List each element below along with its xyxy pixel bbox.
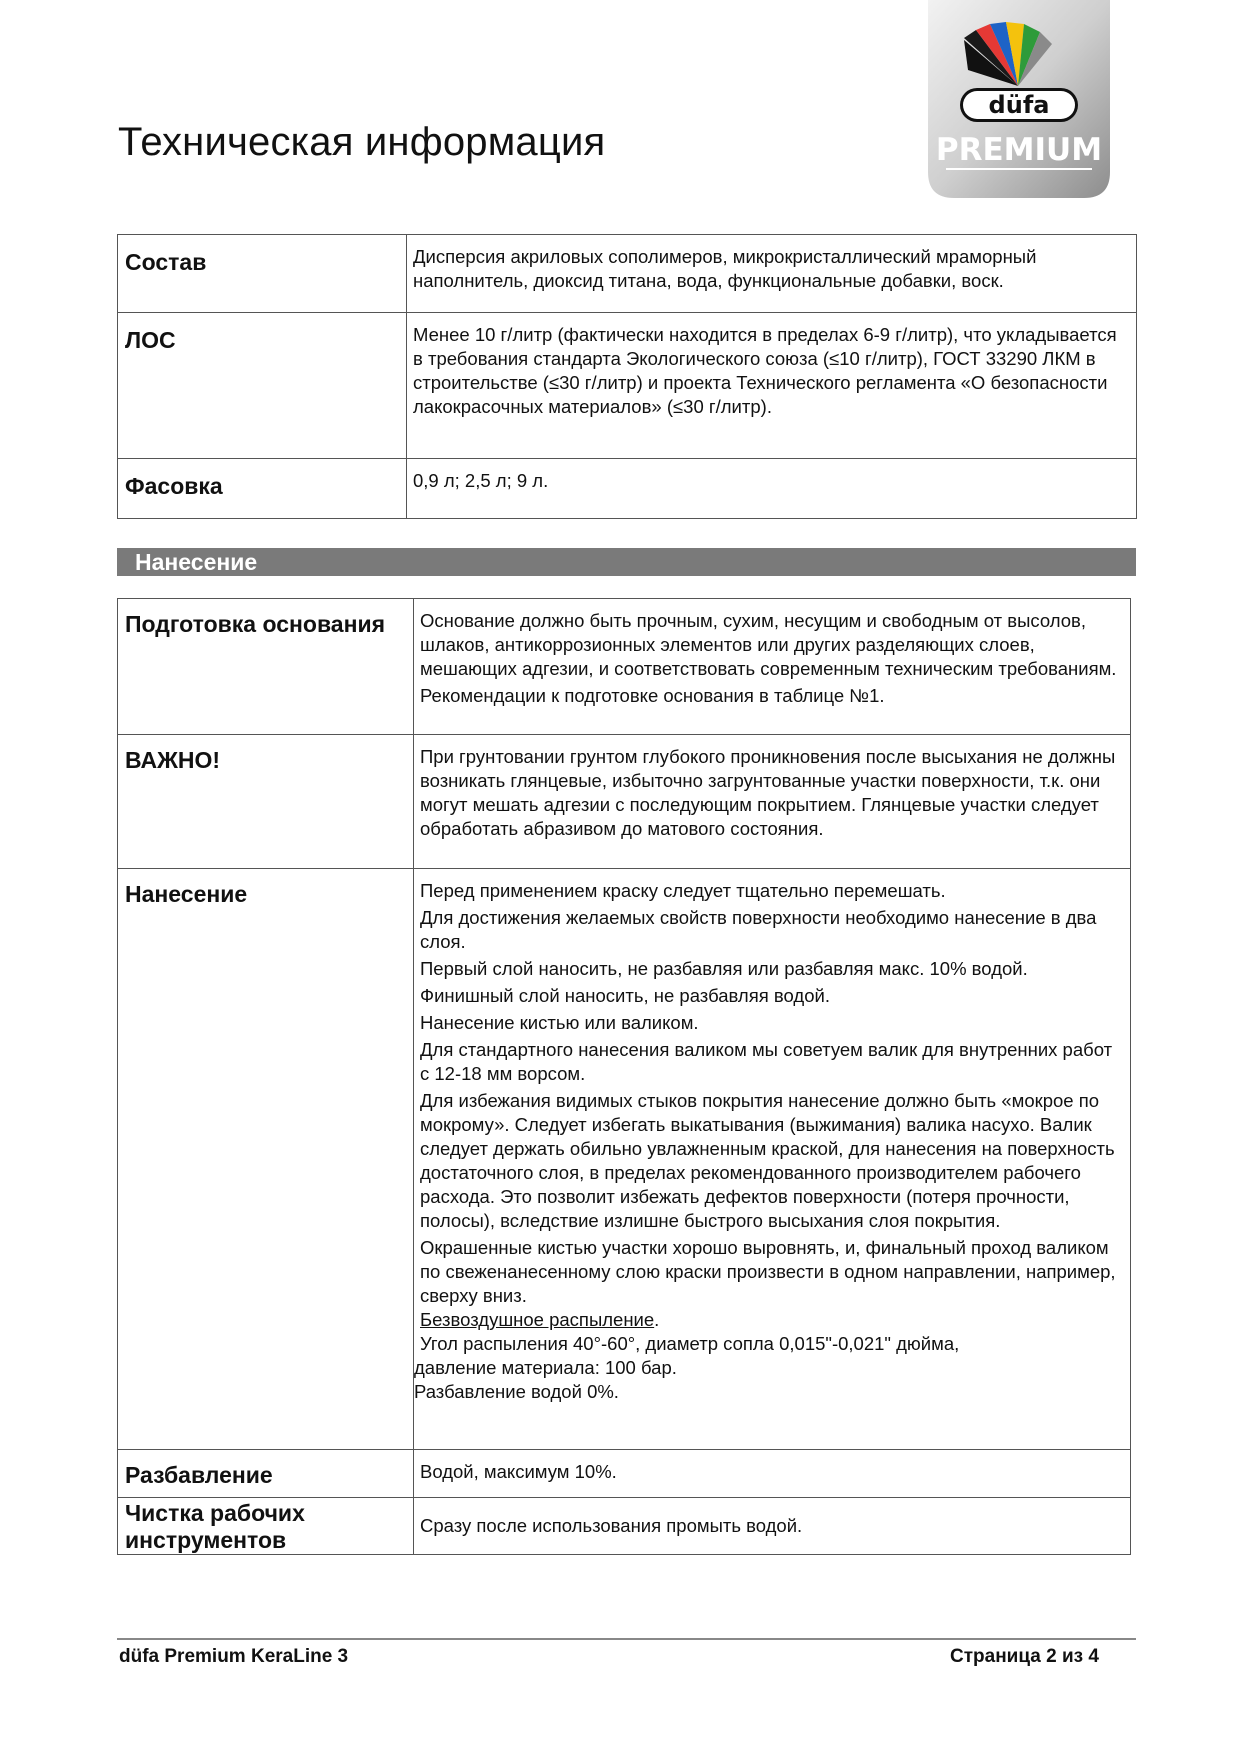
dufa-premium-logo <box>924 0 1112 200</box>
page-title: Техническая информация <box>118 120 606 164</box>
row-label-application: Нанесение <box>118 869 414 1450</box>
row-value-tool-cleaning: Сразу после использования промыть водой. <box>414 1498 1131 1555</box>
footer-page-number: Страница 2 из 4 <box>950 1646 1099 1667</box>
row-value-thinning: Водой, максимум 10%. <box>414 1450 1131 1498</box>
row-label-composition: Состав <box>118 235 407 313</box>
footer-product-name: düfa Premium KeraLine 3 <box>119 1646 349 1667</box>
table-row <box>118 735 1131 869</box>
logo-brand: düfa <box>988 91 1050 119</box>
row-value-surface-prep: Основание должно быть прочным, сухим, несущим и свободным от высолов, шлаков, антикоррозионных элементов или других разделяющих слоев, мешающих адгезии, и соответствовать современным техническим требованиям. Рекомендации к подготовке основания в таблице №1. <box>414 599 1131 735</box>
row-value-important: При грунтовании грунтом глубокого проникновения после высыхания не должны возникать глянцевые, избыточно загрунтованные участки поверхности, т.к. они могут мешать адгезии с последующим покрытием. Глянцевые участки следует обработать абразивом до матового состояния. <box>414 735 1131 869</box>
row-value-voc: Менее 10 г/литр (фактически находится в пределах 6-9 г/литр), что укладывается в требования стандарта Экологического союза (≤10 г/литр), ГОСТ 33290 ЛКМ в строительстве (≤30 г/литр) и проекта Технического регламента «О безопасности лакокрасочных материалов» (≤30 г/литр). <box>407 313 1137 459</box>
row-value-composition: Дисперсия акриловых сополимеров, микрокристаллический мраморный наполнитель, диоксид титана, вода, функциональные добавки, воск. <box>407 235 1137 313</box>
table-row <box>118 1450 1131 1498</box>
row-label-packaging: Фасовка <box>118 459 407 519</box>
row-value-application: Перед применением краску следует тщательно перемешать. Для достижения желаемых свойств поверхности необходимо нанесение в два слоя. Первый слой наносить, не разбавляя или разбавляя макс. 10% водой. Финишный слой наносить, не разбавляя водой. Нанесение кистью или валиком. Для стандартного нанесения валиком мы советуем валик для внутренних работ с 12-18 мм ворсом. Для избежания видимых стыков покрытия нанесение должно быть «мокрое по мокрому». Следует избегать выкатывания (выжимания) валика насухо. Валик следует держать обильно увлажненным краской, для нанесения на поверхность достаточного слоя, в пределах рекомендованного производителем рабочего расхода. Это позволит избежать дефектов поверхности (потеря прочности, полосы), вследствие излишне быстрого высыхания слоя покрытия. Окрашенные кистью участки хорошо выровнять, и, финальный проход валиком по свеженанесенному слою краски произвести в одном направлении, например, сверху вниз. Безвоздушное распыление. Угол распыления 40°-60°, диаметр сопла 0,015"-0,021" дюйма, давление материала: 100 бар. Разбавление водой 0%. <box>414 869 1131 1450</box>
table-row <box>118 459 1137 519</box>
table-row <box>118 599 1131 735</box>
airless-spray-heading: Безвоздушное распыление <box>420 1309 655 1330</box>
table-row <box>118 235 1137 313</box>
footer-divider <box>117 1638 1136 1640</box>
row-value-packaging: 0,9 л; 2,5 л; 9 л. <box>407 459 1137 519</box>
table-row <box>118 869 1131 1450</box>
row-label-thinning: Разбавление <box>118 1450 414 1498</box>
composition-table <box>117 234 1137 519</box>
application-table <box>117 598 1131 1555</box>
row-label-important: ВАЖНО! <box>118 735 414 869</box>
row-label-voc: ЛОС <box>118 313 407 459</box>
section-header-application: Нанесение <box>117 548 1136 576</box>
table-row <box>118 1498 1131 1555</box>
table-row <box>118 313 1137 459</box>
row-label-surface-prep: Подготовка основания <box>118 599 414 735</box>
row-label-tool-cleaning: Чистка рабочих инструментов <box>118 1498 414 1555</box>
logo-tier: PREMIUM <box>935 132 1103 168</box>
